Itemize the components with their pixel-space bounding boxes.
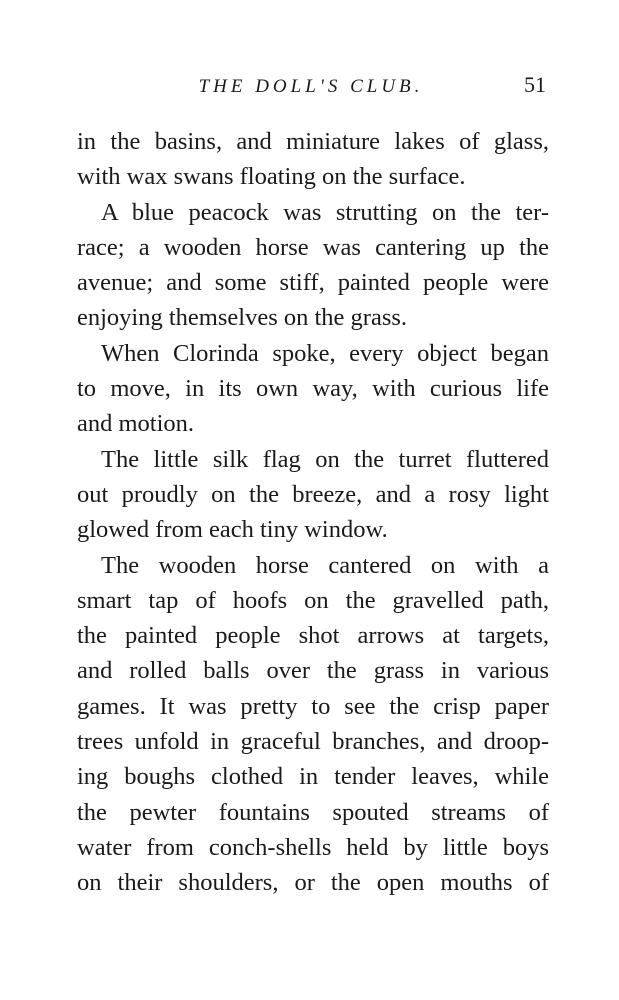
text-line: the pewter fountains spouted streams of [77,798,549,826]
text-line: on their shoulders, or the open mouths of [77,869,549,897]
text-line: and rolled balls over the grass in various [77,657,549,685]
text-line: The wooden horse cantered on with a [101,551,549,579]
text-line: enjoying themselves on the grass. [77,304,408,332]
text-line: games. It was pretty to see the crisp paper [77,692,549,720]
text-line: avenue; and some stiff, painted people were [77,269,549,297]
page-number: 51 [524,72,546,97]
text-line: the painted people shot arrows at targets, [77,622,549,650]
text-line: glowed from each tiny window. [77,516,388,544]
text-line: smart tap of hoofs on the gravelled path, [77,586,549,614]
text-line: A blue peacock was strutting on the ter- [101,198,549,226]
text-line: ing boughs clothed in tender leaves, while [77,763,549,791]
text-line: with wax swans floating on the surface. [77,163,466,191]
text-line: to move, in its own way, with curious life [77,375,549,403]
text-line: and motion. [77,410,195,438]
body-text [77,124,549,901]
text-line: trees unfold in graceful branches, and droop- [77,728,549,756]
running-title: THE DOLL'S CLUB. [198,76,424,97]
text-line: The little silk flag on the turret fluttered [101,445,549,473]
text-line: in the basins, and miniature lakes of glass, [77,128,549,155]
text-line: When Clorinda spoke, every object began [101,339,549,367]
text-line: race; a wooden horse was cantering up the [77,233,549,261]
running-head [76,72,546,106]
text-line: water from conch-shells held by little boys [77,833,549,861]
text-line: out proudly on the breeze, and a rosy light [77,480,549,508]
